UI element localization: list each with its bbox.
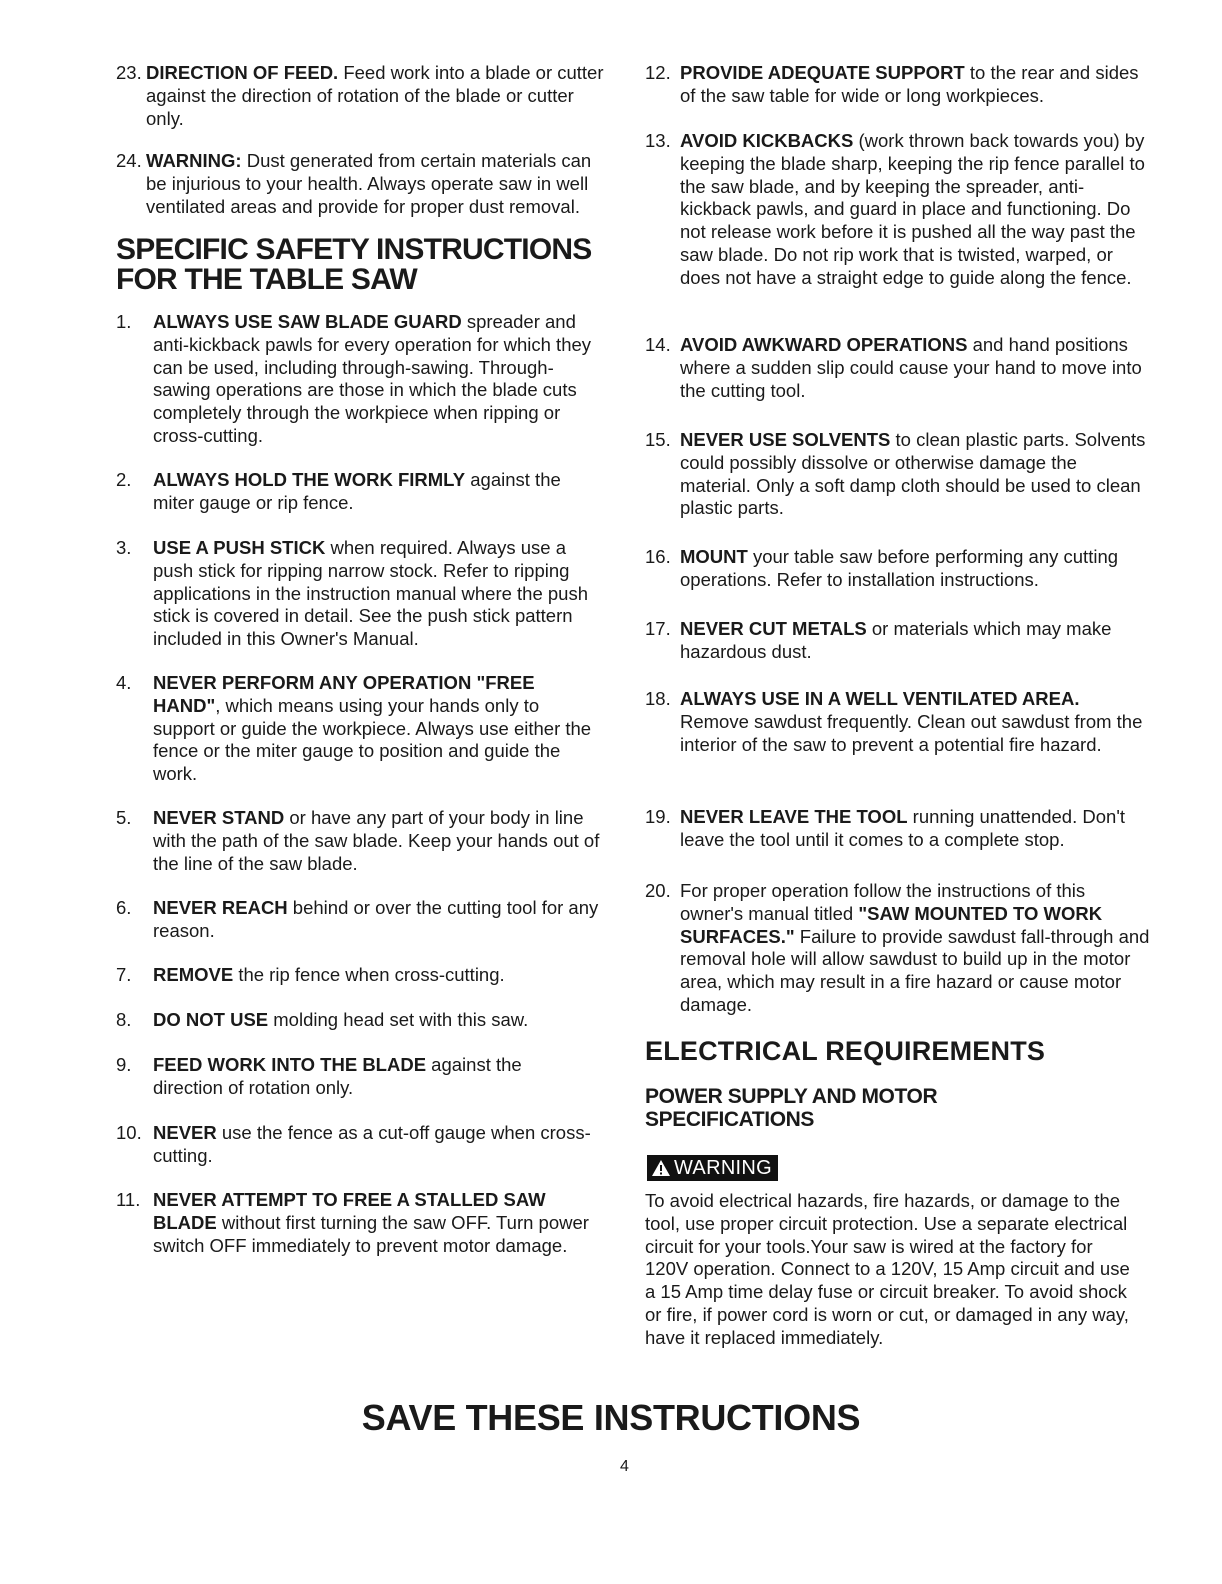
item-number: 1. <box>116 311 132 332</box>
list-item <box>116 1189 603 1257</box>
list-item <box>645 546 1150 592</box>
item-text: without first turning the saw OFF. Turn power switch OFF immediately to prevent motor damage. <box>153 1211 589 1256</box>
item-text: , which means using your hands only to support or guide the workpiece. Always use either the fence or the miter gauge to position and guide the work. <box>153 694 592 785</box>
list-item <box>116 672 603 786</box>
list-item <box>116 311 603 448</box>
item-text: molding head set with this saw. <box>268 1009 529 1030</box>
power-supply-title <box>645 1085 937 1131</box>
list-item <box>116 469 603 515</box>
item-heading: WARNING: <box>146 150 242 171</box>
item-text: and hand positions where a sudden slip could cause your hand to move into the cutting tool. <box>680 334 1142 401</box>
item-number: 16. <box>645 546 671 567</box>
list-item <box>116 897 603 943</box>
item-heading: FEED WORK INTO THE BLADE <box>153 1054 427 1075</box>
list-item <box>116 1009 603 1032</box>
item-heading: NEVER <box>153 1122 217 1143</box>
section-title <box>116 235 591 295</box>
list-item <box>645 334 1150 402</box>
list-item <box>645 429 1150 520</box>
power-supply-title-line-1: POWER SUPPLY AND MOTOR <box>645 1085 938 1108</box>
item-heading: NEVER LEAVE THE TOOL <box>680 806 908 827</box>
item-heading: PROVIDE ADEQUATE SUPPORT <box>680 62 965 83</box>
item-number: 10. <box>116 1122 142 1143</box>
item-heading: ALWAYS USE SAW BLADE GUARD <box>153 311 462 332</box>
item-text: Dust generated from certain materials can be injurious to your health. Always operate saw in well ventilated areas and provide for proper dust removal. <box>146 150 592 217</box>
list-item <box>645 62 1150 108</box>
item-text: (work thrown back towards you) by keeping the blade sharp, keeping the rip fence parallel to the saw blade, and by keeping the spreader, anti-kickback pawls, and guard in place and functioning. Do not release work before it is pushed all the way past the saw blade. Do not rip work that is twisted, warped, or does not have a straight edge to guide along the fence. <box>680 130 1145 288</box>
item-number: 14. <box>645 334 671 355</box>
list-item <box>645 130 1150 290</box>
item-text: running unattended. Don't leave the tool until it comes to a complete stop. <box>680 806 1125 850</box>
power-supply-title-line-2: SPECIFICATIONS <box>645 1108 815 1131</box>
item-number: 15. <box>645 429 671 450</box>
item-heading: AVOID AWKWARD OPERATIONS <box>680 334 968 355</box>
item-number: 7. <box>116 964 132 985</box>
item-text: when required. Always use a push stick for ripping narrow stock. Refer to ripping applications in the instruction manual where the push stick is covered in detail. See the push stick pattern included in this Owner's Manual. <box>153 537 589 650</box>
item-number: 24. <box>116 150 142 171</box>
list-item <box>645 688 1150 756</box>
item-number: 13. <box>645 130 671 151</box>
item-text: Feed work into a blade or cutter against the direction of rotation of the blade or cutter only. <box>146 62 604 129</box>
item-text: the rip fence when cross-cutting. <box>233 964 505 985</box>
item-heading: NEVER ATTEMPT TO FREE A STALLED SAW BLADE <box>153 1189 546 1233</box>
warning-badge <box>647 1155 778 1181</box>
item-number: 20. <box>645 880 671 901</box>
page-number: 4 <box>620 1458 629 1475</box>
list-item <box>645 618 1150 664</box>
list-item <box>116 537 603 651</box>
section-title-line-1: SPECIFIC SAFETY INSTRUCTIONS <box>116 233 592 266</box>
warning-paragraph: To avoid electrical hazards, fire hazards, or damage to the tool, use proper circuit protection. Use a separate electrical circuit for your tools.Your saw is wired at the factory for 120V operation. Connect to a 120V, 15 Amp circuit and use a 15 Amp time delay fuse or circuit breaker. To avoid shock or fire, if power cord is worn or cut, or damaged in any way, have it replaced immediately. <box>645 1190 1130 1348</box>
item-text: Remove sawdust frequently. Clean out sawdust from the interior of the saw to prevent a potential fire hazard. <box>680 710 1143 755</box>
item-text: to the rear and sides of the saw table for wide or long workpieces. <box>680 62 1139 106</box>
list-item <box>645 880 1150 1017</box>
item-text-tail: Failure to provide sawdust fall-through and removal hole will allow sawdust to build up in the motor area, which may result in a fire hazard or cause motor damage. <box>680 925 1150 1015</box>
electrical-requirements-title: ELECTRICAL REQUIREMENTS <box>645 1036 1046 1066</box>
item-text: spreader and anti-kickback pawls for every operation for which they can be used, including through-sawing. Through-sawing operations are those in which the blade cuts completely through the workpiece when ripping or cross-cutting. <box>153 311 592 446</box>
item-heading: ALWAYS USE IN A WELL VENTILATED AREA. <box>680 688 1080 709</box>
list-item <box>116 1054 593 1100</box>
item-text: your table saw before performing any cutting operations. Refer to installation instructions. <box>680 546 1119 590</box>
item-number: 12. <box>645 62 671 83</box>
warning-triangle-icon <box>651 1159 671 1177</box>
item-number: 8. <box>116 1009 132 1030</box>
item-text: to clean plastic parts. Solvents could possibly dissolve or otherwise damage the material. Only a soft damp cloth should be used to clean plastic parts. <box>680 429 1146 519</box>
warning-label: WARNING <box>674 1157 773 1179</box>
list-item <box>116 150 616 218</box>
item-text: or materials which may make hazardous dust. <box>680 618 1112 662</box>
item-text: For proper operation follow the instructions of this owner's manual titled <box>680 880 1086 924</box>
item-number: 6. <box>116 897 132 918</box>
item-heading: NEVER REACH <box>153 897 288 918</box>
list-item <box>116 1122 593 1168</box>
item-text: against the direction of rotation only. <box>153 1054 522 1098</box>
item-heading: REMOVE <box>153 964 234 985</box>
item-number: 18. <box>645 688 671 709</box>
item-heading: MOUNT <box>680 546 748 567</box>
item-heading: DIRECTION OF FEED. <box>146 62 339 83</box>
item-number: 23. <box>116 62 142 83</box>
item-text: use the fence as a cut-off gauge when cross-cutting. <box>153 1122 591 1166</box>
list-item <box>116 807 603 875</box>
item-heading: NEVER CUT METALS <box>680 618 867 639</box>
item-heading: DO NOT USE <box>153 1009 269 1030</box>
item-number: 3. <box>116 537 132 558</box>
item-text: behind or over the cutting tool for any reason. <box>153 897 599 941</box>
item-heading: NEVER USE SOLVENTS <box>680 429 891 450</box>
item-heading: AVOID KICKBACKS <box>680 130 854 151</box>
list-item <box>116 62 616 130</box>
item-number: 2. <box>116 469 132 490</box>
item-number: 17. <box>645 618 671 639</box>
item-number: 5. <box>116 807 132 828</box>
item-number: 11. <box>116 1189 141 1210</box>
item-heading: NEVER PERFORM ANY OPERATION "FREE HAND" <box>153 672 535 716</box>
list-item <box>645 806 1150 852</box>
item-text: against the miter gauge or rip fence. <box>153 469 561 513</box>
item-text: or have any part of your body in line with the path of the saw blade. Keep your hands out of the line of the saw blade. <box>153 807 600 874</box>
item-heading: "SAW MOUNTED TO WORK SURFACES." <box>680 902 1103 947</box>
item-number: 19. <box>645 806 671 827</box>
item-heading: ALWAYS HOLD THE WORK FIRMLY <box>153 469 466 490</box>
list-item <box>116 964 603 987</box>
item-number: 9. <box>116 1054 132 1075</box>
item-heading: NEVER STAND <box>153 807 285 828</box>
item-number: 4. <box>116 672 132 693</box>
section-title-line-2: FOR THE TABLE SAW <box>116 263 417 296</box>
save-instructions-heading: SAVE THESE INSTRUCTIONS <box>361 1397 861 1438</box>
item-heading: USE A PUSH STICK <box>153 537 326 558</box>
